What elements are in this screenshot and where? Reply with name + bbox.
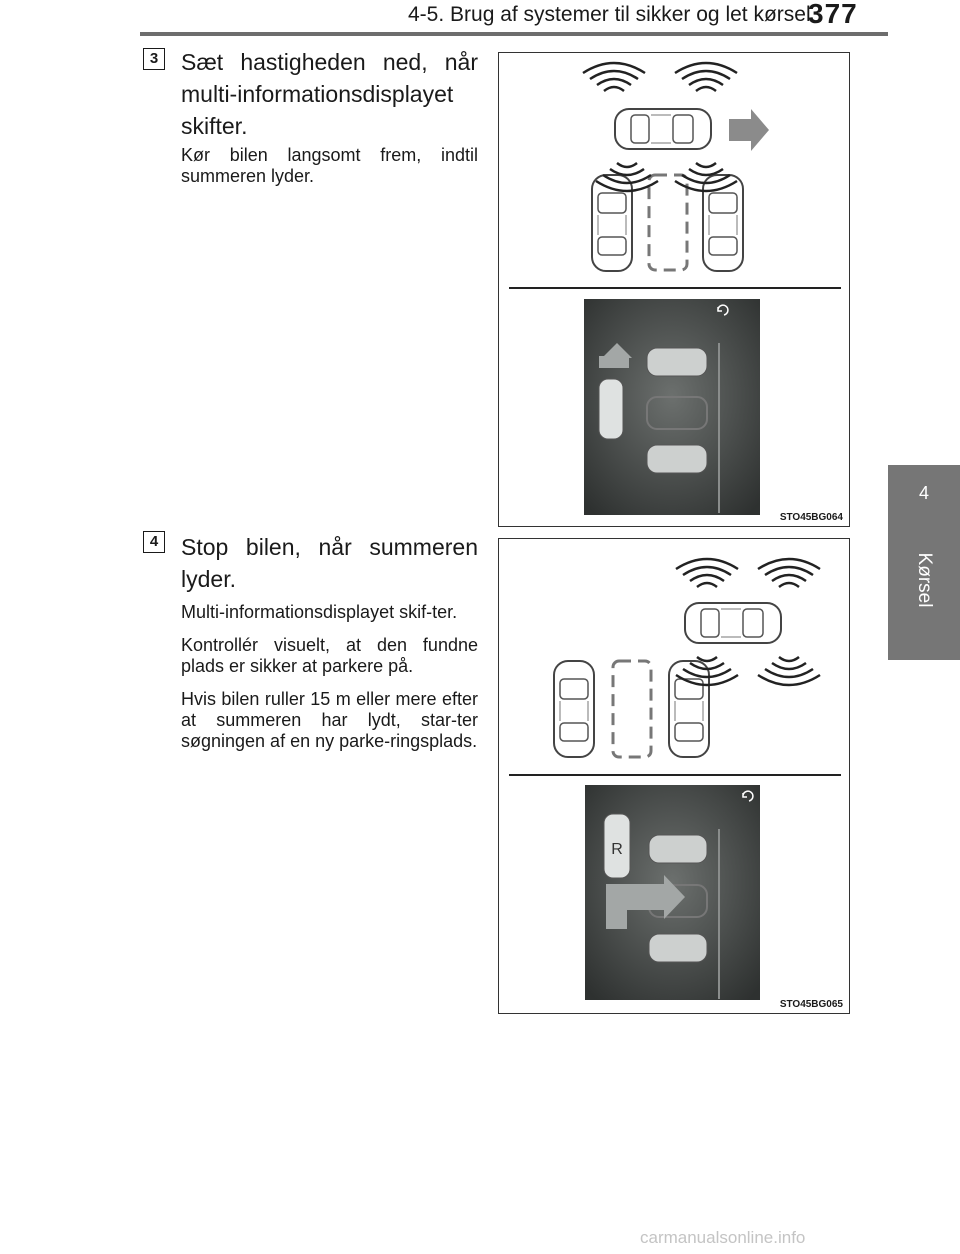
parked-car-right bbox=[703, 175, 743, 271]
display-parked-car bbox=[649, 934, 707, 962]
sensor-wave-icon bbox=[676, 559, 738, 587]
free-space-outline bbox=[613, 661, 651, 757]
chapter-tab bbox=[888, 465, 960, 660]
parked-car-left bbox=[554, 661, 594, 757]
multi-information-display bbox=[584, 299, 760, 515]
side-strip bbox=[888, 0, 960, 465]
step-paragraph: Kør bilen langsomt frem, indtil summeren lyder. bbox=[181, 145, 478, 186]
chapter-number: 4 bbox=[918, 483, 929, 503]
display-parked-car bbox=[647, 348, 707, 376]
own-car bbox=[615, 109, 711, 149]
sensor-wave-icon bbox=[583, 63, 645, 91]
header-rule bbox=[140, 32, 888, 36]
display-own-car bbox=[599, 379, 623, 439]
parking-illustration bbox=[499, 539, 849, 1013]
sensor-wave-icon bbox=[675, 63, 737, 91]
step-paragraph: Multi-informationsdisplayet skif-ter. bbox=[181, 602, 458, 622]
figure-code: STO45BG064 bbox=[779, 512, 843, 523]
chapter-label: Kørsel bbox=[914, 552, 935, 608]
step-paragraph: Hvis bilen ruller 15 m eller mere efter at summeren har lydt, star-ter søgningen af en ny parke-ringsplads. bbox=[181, 689, 478, 751]
display-parked-car bbox=[647, 445, 707, 473]
parked-car-right bbox=[669, 661, 709, 757]
section-title: 4-5. Brug af systemer til sikker og let kørsel bbox=[408, 3, 811, 26]
free-space-outline bbox=[649, 175, 687, 270]
figure-code: STO45BG065 bbox=[779, 999, 843, 1010]
step-number-badge: 3 bbox=[143, 48, 165, 70]
page-number: 377 bbox=[808, 0, 858, 29]
own-car bbox=[685, 603, 781, 643]
step-paragraph: Kontrollér visuelt, at den fundne plads er sikker at parkere på. bbox=[181, 635, 478, 676]
direction-arrow-icon bbox=[729, 109, 769, 151]
step-heading: Stop bilen, når summeren lyder. bbox=[181, 534, 478, 592]
sensor-wave-icon bbox=[758, 657, 820, 685]
gear-indicator: R bbox=[611, 841, 623, 858]
parking-figure-forward bbox=[498, 52, 850, 527]
sensor-wave-icon bbox=[758, 559, 820, 587]
step-body bbox=[181, 145, 478, 199]
parking-illustration bbox=[499, 53, 849, 526]
parking-figure-stop bbox=[498, 538, 850, 1014]
step-body bbox=[181, 602, 478, 764]
watermark: carmanualsonline.info bbox=[640, 1228, 806, 1247]
step-number-badge: 4 bbox=[143, 531, 165, 553]
display-parked-car bbox=[649, 835, 707, 863]
multi-information-display bbox=[585, 785, 760, 1000]
step-heading: Sæt hastigheden ned, når multi-informationsdisplayet skifter. bbox=[181, 49, 478, 139]
